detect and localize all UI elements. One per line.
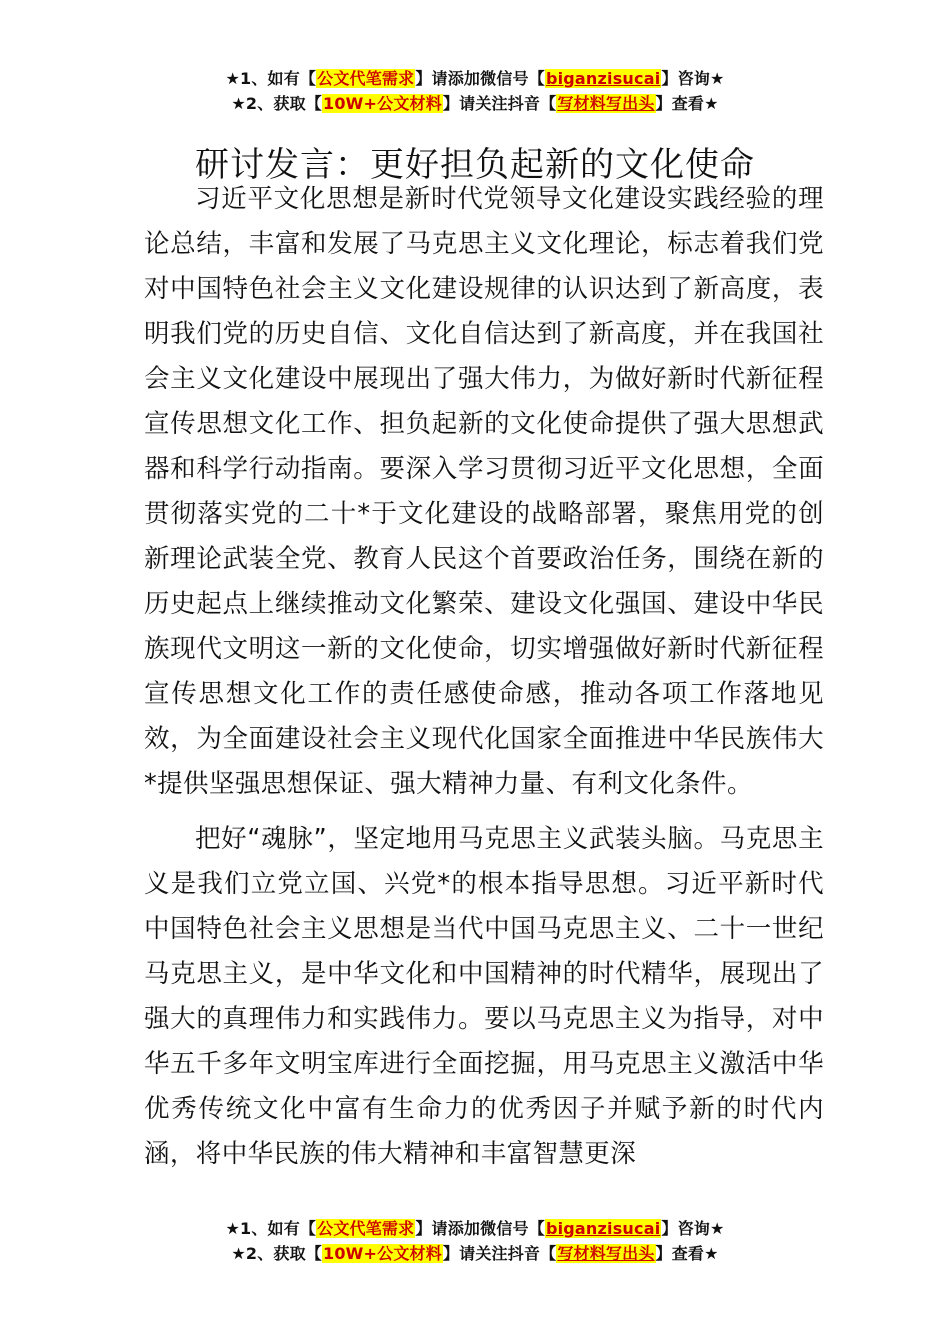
promo-banner-bottom bbox=[0, 1216, 950, 1266]
promo-text: 】请关注抖音【 bbox=[442, 94, 557, 113]
promo-highlight: 10W+公文材料 bbox=[323, 1244, 442, 1263]
promo-text: 】请添加微信号【 bbox=[415, 1219, 545, 1238]
document-body bbox=[144, 177, 824, 1182]
promo-text: 】查看★ bbox=[655, 94, 719, 113]
document-title: 研讨发言：更好担负起新的文化使命 bbox=[195, 144, 755, 185]
wechat-id-highlight: biganzisucai bbox=[545, 1219, 661, 1238]
promo-text: ★1、如有【 bbox=[225, 69, 317, 88]
promo-text: 】咨询★ bbox=[661, 69, 725, 88]
promo-text: 】查看★ bbox=[655, 1244, 719, 1263]
douyin-id-highlight: 写材料写出头 bbox=[557, 94, 655, 113]
promo-text: 】请添加微信号【 bbox=[415, 69, 545, 88]
promo-text: ★2、获取【 bbox=[231, 94, 322, 113]
promo-line-1 bbox=[0, 1216, 950, 1241]
douyin-id-highlight: 写材料写出头 bbox=[557, 1244, 655, 1263]
promo-banner-top bbox=[0, 66, 950, 116]
body-paragraph: 习近平文化思想是新时代党领导文化建设实践经验的理论总结，丰富和发展了马克思主义文化理论，标志着我们党对中国特色社会主义文化建设规律的认识达到了新高度，表明我们党的历史自信、文化自信达到了新高度，并在我国社会主义文化建设中展现出了强大伟力，为做好新时代新征程宣传思想文化工作、担负起新的文化使命提供了强大思想武器和科学行动指南。要深入学习贯彻习近平文化思想，全面贯彻落实党的二十*于文化建设的战略部署，聚焦用党的创新理论武装全党、教育人民这个首要政治任务，围绕在新的历史起点上继续推动文化繁荣、建设文化强国、建设中华民族现代文明这一新的文化使命，切实增强做好新时代新征程宣传思想文化工作的责任感使命感，推动各项工作落地见效，为全面建设社会主义现代化国家全面推进中华民族伟大*提供坚强思想保证、强大精神力量、有利文化条件。 bbox=[144, 184, 824, 799]
promo-line-2 bbox=[0, 91, 950, 116]
promo-line-2 bbox=[0, 1241, 950, 1266]
body-paragraph: 把好“魂脉”，坚定地用马克思主义武装头脑。马克思主义是我们立党立国、兴党*的根本指导思想。习近平新时代中国特色社会主义思想是当代中国马克思主义、二十一世纪马克思主义，是中华文化和中国精神的时代精华，展现出了强大的真理伟力和实践伟力。要以马克思主义为指导，对中华五千多年文明宝库进行全面挖掘，用马克思主义激活中华优秀传统文化中富有生命力的优秀因子并赋予新的时代内涵，将中华民族的伟大精神和丰富智慧更深 bbox=[144, 824, 824, 1169]
promo-highlight: 公文代笔需求 bbox=[317, 69, 415, 88]
promo-text: 】咨询★ bbox=[661, 1219, 725, 1238]
promo-highlight: 10W+公文材料 bbox=[323, 94, 442, 113]
promo-text: ★2、获取【 bbox=[231, 1244, 322, 1263]
promo-text: 】请关注抖音【 bbox=[442, 1244, 557, 1263]
wechat-id-highlight: biganzisucai bbox=[545, 69, 661, 88]
promo-line-1 bbox=[0, 66, 950, 91]
promo-text: ★1、如有【 bbox=[225, 1219, 317, 1238]
promo-highlight: 公文代笔需求 bbox=[317, 1219, 415, 1238]
